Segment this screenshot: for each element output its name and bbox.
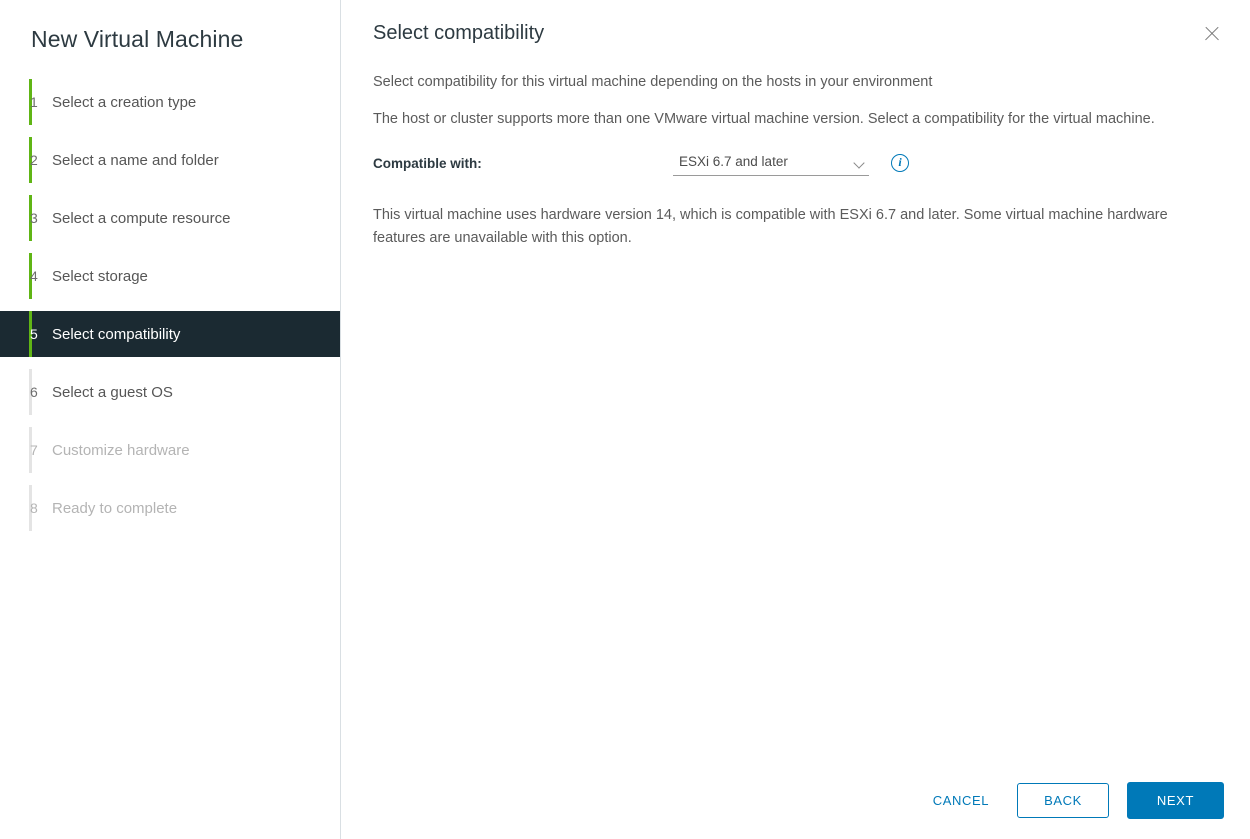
close-icon[interactable] xyxy=(1200,22,1224,46)
compatibility-note: This virtual machine uses hardware version 14, which is compatible with ESXi 6.7 and later. Some virtual machine hardware features are unavailable with this option. xyxy=(373,207,1168,246)
wizard-footer xyxy=(923,782,1224,819)
sidebar-step-2[interactable] xyxy=(0,137,340,183)
wizard-title: New Virtual Machine xyxy=(31,26,244,52)
compatibility-select[interactable] xyxy=(673,150,869,176)
step-label: Select storage xyxy=(52,267,148,285)
step-number: 2 xyxy=(30,152,38,168)
step-number: 8 xyxy=(30,500,38,516)
step-label: Select compatibility xyxy=(52,325,181,343)
back-button[interactable]: BACK xyxy=(1017,783,1109,818)
step-number: 6 xyxy=(30,384,38,400)
wizard-sidebar xyxy=(0,0,341,839)
step-label: Ready to complete xyxy=(52,499,178,517)
main-body xyxy=(341,46,1250,249)
step-label: Select a name and folder xyxy=(52,151,219,169)
sidebar-step-7 xyxy=(0,427,340,473)
step-label: Customize hardware xyxy=(52,441,190,459)
step-label: Select a guest OS xyxy=(52,383,173,401)
compatible-with-label: Compatible with: xyxy=(373,155,482,171)
wizard-step-list xyxy=(0,79,340,531)
sidebar-step-4[interactable] xyxy=(0,253,340,299)
next-button[interactable]: NEXT xyxy=(1127,782,1224,819)
step-number: 3 xyxy=(30,210,38,226)
sidebar-step-6[interactable] xyxy=(0,369,340,415)
step-label: Select a creation type xyxy=(52,93,197,111)
step-number: 7 xyxy=(30,442,38,458)
sidebar-step-8 xyxy=(0,485,340,531)
compatible-with-row xyxy=(373,150,1190,176)
step-number: 5 xyxy=(30,326,38,342)
step-label: Select a compute resource xyxy=(52,209,231,227)
step-number: 1 xyxy=(30,94,38,110)
wizard-main-panel xyxy=(341,0,1250,839)
main-header xyxy=(341,0,1250,46)
compatibility-select-wrapper xyxy=(673,150,869,176)
sidebar-step-1[interactable] xyxy=(0,79,340,125)
description-text: The host or cluster supports more than one VMware virtual machine version. Select a compatibility for the virtual machine. xyxy=(373,110,1155,127)
page-title: Select compatibility xyxy=(373,22,545,44)
step-number: 4 xyxy=(30,268,38,284)
sidebar-step-5[interactable] xyxy=(0,311,340,357)
info-icon[interactable]: i xyxy=(891,154,909,172)
lead-text: Select compatibility for this virtual machine depending on the hosts in your environment xyxy=(373,74,933,90)
cancel-button[interactable]: CANCEL xyxy=(923,785,999,816)
sidebar-step-3[interactable] xyxy=(0,195,340,241)
